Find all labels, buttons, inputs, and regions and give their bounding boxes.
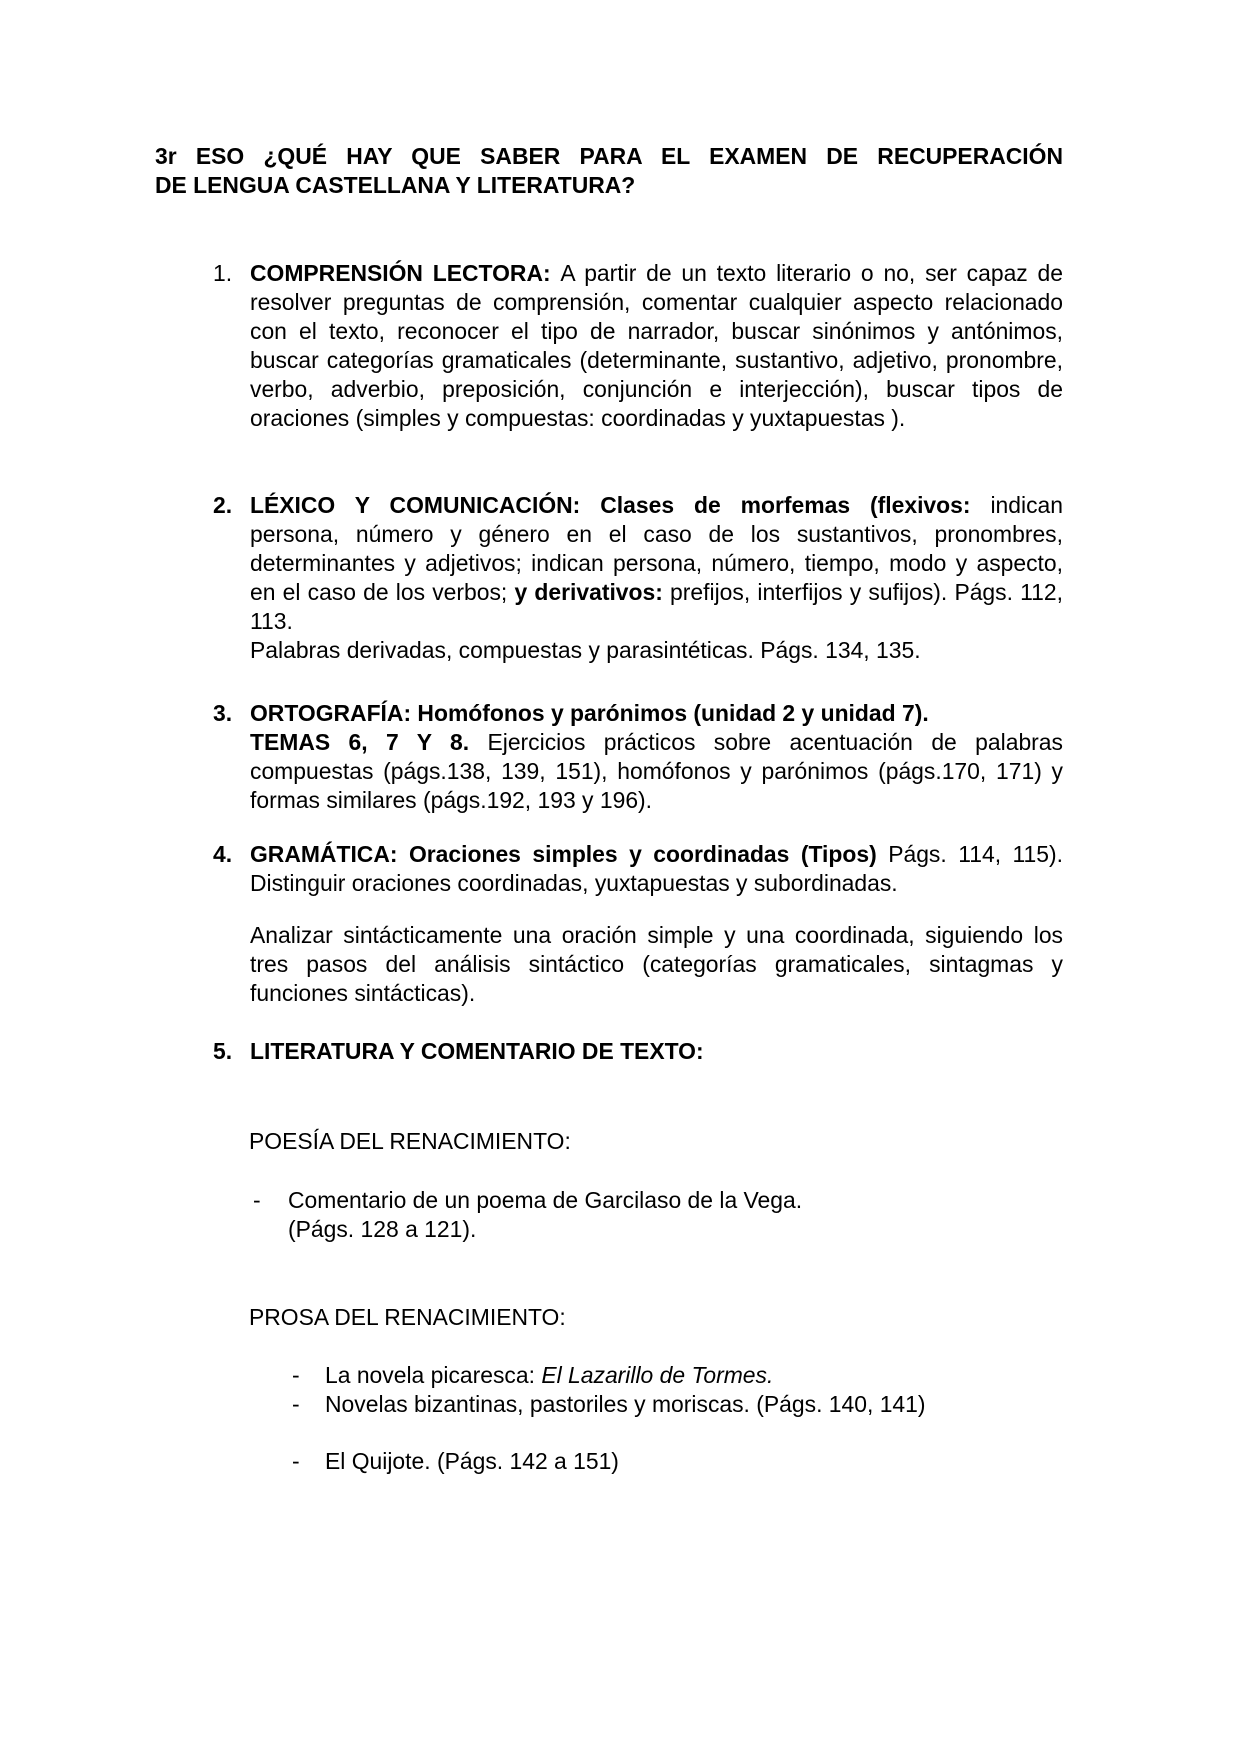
item-number: 4. bbox=[213, 841, 233, 867]
item-text: GRAMÁTICA: Oraciones simples y coordinadas (Tipos) Págs. 114, 115). Distinguir oraciones coordinadas, yuxtapuestas y subordinadas. bbox=[250, 841, 1063, 896]
bullet-text: La novela picaresca: El Lazarillo de Tormes. bbox=[325, 1362, 774, 1388]
document-title bbox=[155, 142, 1063, 200]
numbered-item-1 bbox=[155, 259, 1063, 433]
item-number: 3. bbox=[213, 700, 233, 726]
item-text: ORTOGRAFÍA: Homófonos y parónimos (unidad 2 y unidad 7). TEMAS 6, 7 Y 8. Ejercicios prácticos sobre acentuación de palabras compuestas (págs.138, 139, 151), homófonos y parónimos (págs.170, 171) y formas similares (págs.192, 193 y 196). bbox=[250, 700, 1063, 813]
analysis-paragraph: Analizar sintácticamente una oración simple y una coordinada, siguiendo los tres pasos del análisis sintáctico (categorías gramaticales, sintagmas y funciones sintácticas). bbox=[250, 922, 1063, 1006]
bullet-text: Comentario de un poema de Garcilaso de la Vega. (Págs. 128 a 121). bbox=[288, 1187, 803, 1242]
bullet-text: Novelas bizantinas, pastoriles y moriscas. (Págs. 140, 141) bbox=[325, 1391, 926, 1417]
item-text: COMPRENSIÓN LECTORA: A partir de un texto literario o no, ser capaz de resolver preguntas de comprensión, comentar cualquier aspecto relacionado con el texto, reconocer el tipo de narrador, buscar sinónimos y antónimos, buscar categorías gramaticales (determinante, sustantivo, adjetivo, pronombre, verbo, adverbio, preposición, conjunción e interjección), buscar tipos de oraciones (simples y compuestas: coordinadas y yuxtapuestas ). bbox=[250, 260, 1063, 431]
prosa-bullet-item-3 bbox=[292, 1447, 1044, 1476]
poesia-section-heading: POESÍA DEL RENACIMIENTO: bbox=[249, 1128, 571, 1154]
prosa-bullet-item-1 bbox=[292, 1361, 1044, 1390]
poesia-bullet-item bbox=[253, 1186, 1045, 1244]
numbered-item-4 bbox=[155, 840, 1063, 898]
numbered-item-5 bbox=[155, 1037, 1063, 1066]
document-title-line-1: 3r ESO ¿QUÉ HAY QUE SABER PARA EL EXAMEN DE RECUPERACIÓN bbox=[155, 143, 1063, 169]
bullet-text: El Quijote. (Págs. 142 a 151) bbox=[325, 1448, 619, 1474]
dash-bullet: - bbox=[292, 1391, 300, 1417]
item-text: LITERATURA Y COMENTARIO DE TEXTO: bbox=[250, 1038, 704, 1064]
dash-bullet: - bbox=[292, 1362, 300, 1388]
numbered-item-3 bbox=[155, 699, 1063, 815]
dash-bullet: - bbox=[292, 1448, 300, 1474]
item-number: 1. bbox=[213, 260, 233, 286]
document-title-line-2: DE LENGUA CASTELLANA Y LITERATURA? bbox=[155, 172, 636, 198]
numbered-item-2 bbox=[155, 491, 1063, 665]
item-number: 2. bbox=[213, 492, 233, 518]
prosa-section-heading: PROSA DEL RENACIMIENTO: bbox=[249, 1304, 566, 1330]
item-number: 5. bbox=[213, 1038, 233, 1064]
dash-bullet: - bbox=[253, 1187, 261, 1213]
prosa-bullet-item-2 bbox=[292, 1390, 1044, 1419]
item-text: LÉXICO Y COMUNICACIÓN: Clases de morfemas (flexivos: indican persona, número y género en el caso de los sustantivos, pronombres, determinantes y adjetivos; indican persona, número, tiempo, modo y aspecto, en el caso de los verbos; y derivativos: prefijos, interfijos y sufijos). Págs. 112, 113. Palabras derivadas, compuestas y parasintéticas. Págs. 134, 135. bbox=[250, 492, 1063, 663]
